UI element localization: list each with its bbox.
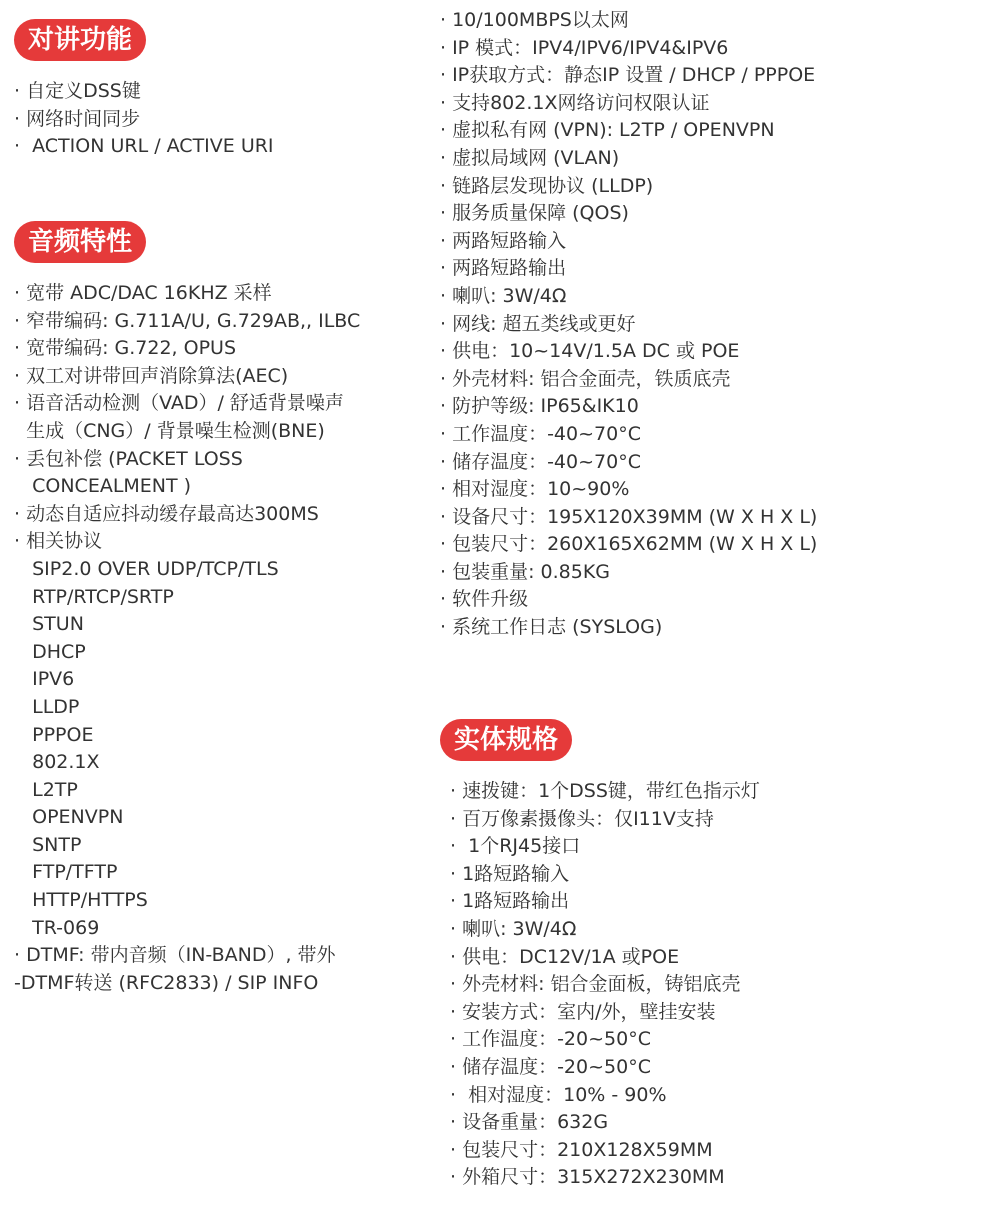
list-item: 802.1X	[14, 751, 100, 774]
list-item: · 1路短路输入	[450, 862, 570, 885]
list-item: · 1个RJ45接口	[450, 835, 581, 858]
section-title-audio: 音频特性	[14, 221, 146, 263]
list-item: · 软件升级	[440, 588, 529, 611]
list-item: TR-069	[14, 916, 100, 939]
list-item: · 虚拟私有网 (VPN): L2TP / OPENVPN	[440, 119, 775, 142]
list-item: · 两路短路输入	[440, 229, 567, 252]
list-item: · 安装方式：室内/外，壁挂安装	[450, 1000, 716, 1023]
list-item: · 宽带编码: G.722, OPUS	[14, 337, 237, 360]
list-item: · 服务质量保障 (QOS)	[440, 202, 629, 225]
list-item: SNTP	[14, 833, 82, 856]
list-item: · 窄带编码: G.711A/U, G.729AB,, ILBC	[14, 309, 361, 332]
list-item: · IP 模式：IPV4/IPV6/IPV4&IPV6	[440, 36, 729, 59]
list-item: · 1路短路输出	[450, 890, 570, 913]
list-item: · 设备重量：632G	[450, 1111, 609, 1134]
list-item: RTP/RTCP/SRTP	[14, 585, 174, 608]
list-item: · 外壳材料: 铝合金面板，铸铝底壳	[450, 973, 741, 996]
list-item: · ACTION URL / ACTIVE URI	[14, 135, 274, 158]
list-item: CONCEALMENT )	[14, 475, 192, 498]
list-item: · 双工对讲带回声消除算法(AEC)	[14, 364, 289, 387]
list-item: · IP获取方式：静态IP 设置 / DHCP / PPPOE	[440, 64, 816, 87]
list-item: · 速拨键：1个DSS键，带红色指示灯	[450, 780, 760, 802]
list-item: FTP/TFTP	[14, 861, 118, 884]
list-item: · 外箱尺寸：315X272X230MM	[450, 1166, 725, 1189]
list-item: OPENVPN	[14, 806, 124, 829]
list-item: · 相对湿度：10% - 90%	[450, 1083, 667, 1106]
physical-spec-list	[450, 778, 760, 1192]
list-item: · 工作温度：-20~50°C	[450, 1028, 651, 1051]
list-item: · 支持802.1X网络访问权限认证	[440, 91, 710, 114]
list-item: · 百万像素摄像头：仅I11V支持	[450, 807, 714, 830]
list-item: · 网络时间同步	[14, 107, 141, 130]
list-item: L2TP	[14, 778, 78, 801]
list-item: · DTMF: 带内音频（IN-BAND）, 带外	[14, 944, 336, 967]
list-item: · 10/100MBPS以太网	[440, 9, 629, 31]
list-item: · 相关协议	[14, 530, 103, 553]
list-item: · 两路短路输出	[440, 257, 567, 280]
list-item: · 包装尺寸：260X165X62MM (W X H X L)	[440, 533, 818, 556]
list-item: DHCP	[14, 640, 86, 663]
list-item: -DTMF转送 (RFC2833) / SIP INFO	[14, 971, 319, 994]
intercom-feature-list	[14, 78, 274, 161]
list-item: · 供电：DC12V/1A 或POE	[450, 945, 680, 968]
section-title-intercom: 对讲功能	[14, 19, 146, 61]
list-item: STUN	[14, 613, 84, 636]
list-item: LLDP	[14, 695, 80, 718]
list-item: · 动态自适应抖动缓存最高达300MS	[14, 502, 319, 525]
list-item: · 包装重量: 0.85KG	[440, 560, 611, 583]
list-item: · 包装尺寸：210X128X59MM	[450, 1138, 713, 1161]
list-item: · 丢包补偿 (PACKET LOSS	[14, 447, 243, 470]
list-item: · 虚拟局域网 (VLAN)	[440, 146, 620, 169]
list-item: · 语音活动检测（VAD）/ 舒适背景噪声	[14, 392, 344, 415]
list-item: · 宽带 ADC/DAC 16KHZ 采样	[14, 282, 272, 304]
list-item: · 自定义DSS键	[14, 80, 141, 102]
list-item: · 储存温度：-40~70°C	[440, 450, 641, 473]
list-item: HTTP/HTTPS	[14, 889, 148, 912]
list-item: · 系统工作日志 (SYSLOG)	[440, 616, 663, 639]
network-feature-list	[440, 7, 817, 642]
section-title-physical: 实体规格	[440, 719, 572, 761]
list-item: · 相对湿度：10~90%	[440, 478, 630, 501]
list-item: · 储存温度：-20~50°C	[450, 1055, 651, 1078]
list-item: PPPOE	[14, 723, 94, 746]
list-item: IPV6	[14, 668, 75, 691]
list-item: · 网线: 超五类线或更好	[440, 312, 636, 335]
list-item: · 工作温度：-40~70°C	[440, 422, 641, 445]
list-item: · 供电：10~14V/1.5A DC 或 POE	[440, 340, 740, 363]
list-item: SIP2.0 OVER UDP/TCP/TLS	[14, 557, 279, 580]
list-item: 生成（CNG）/ 背景噪生检测(BNE)	[14, 419, 325, 442]
audio-feature-list	[14, 280, 360, 997]
list-item: · 防护等级: IP65&IK10	[440, 395, 639, 418]
list-item: · 设备尺寸：195X120X39MM (W X H X L)	[440, 505, 818, 528]
list-item: · 链路层发现协议 (LLDP)	[440, 174, 654, 197]
list-item: · 外壳材料: 铝合金面壳，铁质底壳	[440, 367, 731, 390]
list-item: · 喇叭: 3W/4Ω	[450, 917, 577, 940]
list-item: · 喇叭: 3W/4Ω	[440, 284, 567, 307]
